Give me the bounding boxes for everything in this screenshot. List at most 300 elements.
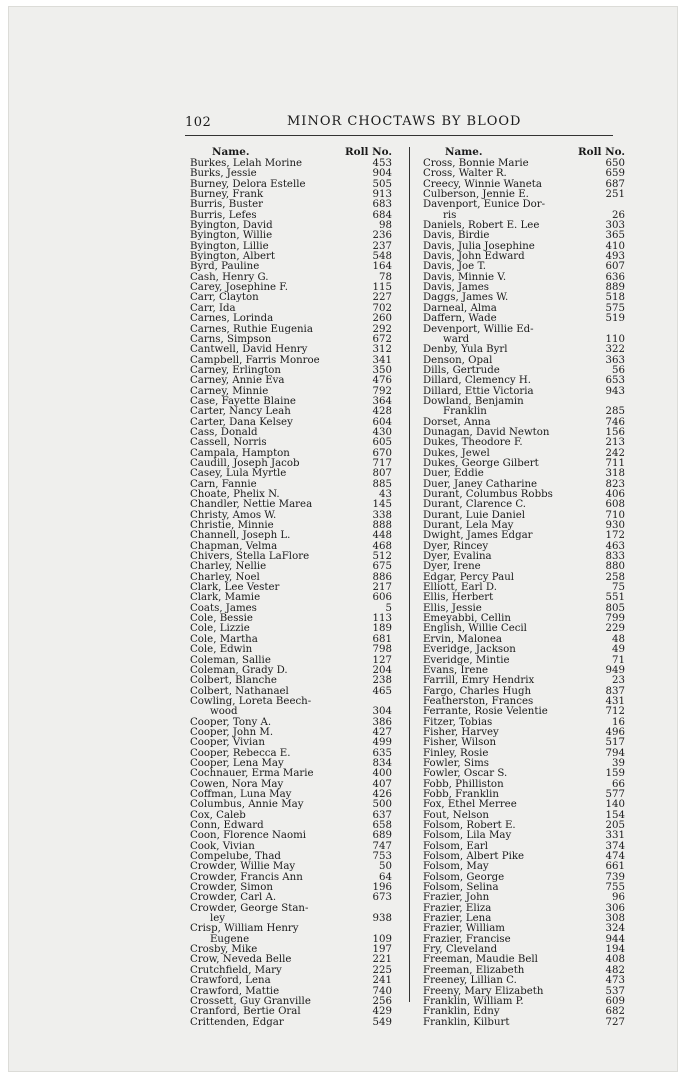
entry-roll-number: 889 xyxy=(605,282,625,294)
entry-roll-number: 727 xyxy=(605,1016,625,1028)
entry-roll-number: 659 xyxy=(605,168,625,180)
entry-roll-number: 428 xyxy=(372,406,392,418)
entry-name: Burkes, Lelah Morine xyxy=(190,158,303,169)
entry-name: Burris, Lefes xyxy=(190,209,257,221)
entry-name: Coats, James xyxy=(190,602,257,614)
entry-name: Franklin, Edny xyxy=(423,1006,500,1018)
entry-roll-number: 39 xyxy=(612,757,625,769)
entry-name: Byington, David xyxy=(190,220,273,232)
entry-roll-number: 799 xyxy=(605,613,625,625)
entry-roll-number: 374 xyxy=(605,840,625,852)
entry-name: Crutchfield, Mary xyxy=(190,964,282,976)
entry-roll-number: 672 xyxy=(372,333,392,345)
entry-name: Crowder, Francis Ann xyxy=(190,871,303,883)
entry-roll-number: 292 xyxy=(372,323,392,335)
entry-roll-number: 637 xyxy=(372,809,392,821)
list-item xyxy=(415,707,625,717)
entry-roll-number: 463 xyxy=(605,540,625,552)
entry-roll-number: 682 xyxy=(605,1006,625,1018)
entry-name: Cook, Vivian xyxy=(190,840,255,852)
entry-name: wood xyxy=(210,706,238,718)
entry-roll-number: 217 xyxy=(372,582,392,594)
entry-roll-number: 519 xyxy=(605,313,625,325)
entry-roll-number: 322 xyxy=(605,344,625,356)
entry-name: Fargo, Charles Hugh xyxy=(423,685,532,697)
entry-name: Charley, Noel xyxy=(190,571,260,583)
entry-name: Cooper, Tony A. xyxy=(190,716,272,728)
entry-name: Carr, Ida xyxy=(190,302,236,314)
entry-name: Davis, Birdie xyxy=(423,230,490,242)
entry-roll-number: 753 xyxy=(372,851,392,863)
entry-roll-number: 431 xyxy=(605,695,625,707)
entry-roll-number: 242 xyxy=(605,447,625,459)
entry-roll-number: 746 xyxy=(605,416,625,428)
entry-name: Cochnauer, Erma Marie xyxy=(190,768,314,780)
entry-name: Dills, Gertrude xyxy=(423,364,500,376)
entry-name: Cole, Martha xyxy=(190,633,258,645)
entry-name: Fobb, Philliston xyxy=(423,778,504,790)
entry-name: Compelube, Thad xyxy=(190,851,281,863)
list-item xyxy=(182,976,392,986)
name-header: Name. xyxy=(212,146,250,158)
entry-roll-number: 653 xyxy=(605,375,625,387)
entry-roll-number: 43 xyxy=(379,489,392,500)
entry-roll-number: 938 xyxy=(372,913,392,925)
entry-roll-number: 164 xyxy=(372,261,392,273)
entry-name: Campbell, Farris Monroe xyxy=(190,354,320,366)
entry-roll-number: 156 xyxy=(605,426,625,438)
page-number: 102 xyxy=(185,115,212,130)
entry-name: Coleman, Grady D. xyxy=(190,664,288,676)
entry-roll-number: 885 xyxy=(372,478,392,490)
entry-roll-number: 341 xyxy=(372,354,392,366)
entry-name: Byington, Albert xyxy=(190,251,275,263)
entry-roll-number: 880 xyxy=(605,561,625,573)
entry-roll-number: 548 xyxy=(372,251,392,263)
header-rule xyxy=(185,135,613,136)
entry-roll-number: 331 xyxy=(605,830,625,842)
entry-name: Crittenden, Edgar xyxy=(190,1016,284,1028)
entry-name: Davis, John Edward xyxy=(423,251,525,263)
entry-name: Everidge, Jackson xyxy=(423,644,516,656)
entry-roll-number: 606 xyxy=(372,592,392,604)
entry-name: Carney, Annie Eva xyxy=(190,375,285,387)
entry-name: Dukes, Jewel xyxy=(423,447,490,459)
entry-name: Ervin, Malonea xyxy=(423,633,502,645)
entry-name: Burks, Jessie xyxy=(190,168,257,180)
entry-name: Carter, Dana Kelsey xyxy=(190,416,293,428)
entry-name: Caudill, Joseph Jacob xyxy=(190,457,300,469)
entry-roll-number: 365 xyxy=(605,230,625,242)
entry-name: Creecy, Winnie Waneta xyxy=(423,178,542,190)
entry-roll-number: 194 xyxy=(605,944,625,956)
entry-name: Cooper, Rebecca E. xyxy=(190,747,291,759)
entry-name: Burney, Frank xyxy=(190,189,264,201)
entry-roll-number: 16 xyxy=(612,716,625,728)
entry-roll-number: 670 xyxy=(372,447,392,459)
entry-roll-number: 684 xyxy=(372,209,392,221)
roll-header: Roll No. xyxy=(345,146,392,158)
entry-roll-number: 221 xyxy=(372,954,392,966)
entry-roll-number: 949 xyxy=(605,664,625,676)
entry-roll-number: 154 xyxy=(605,809,625,821)
entry-name: Crow, Neveda Belle xyxy=(190,954,292,966)
entry-name: Cowen, Nora May xyxy=(190,778,284,790)
entry-name: Carey, Josephine F. xyxy=(190,282,289,294)
entry-name: Durant, Luie Daniel xyxy=(423,509,526,521)
entry-roll-number: 607 xyxy=(605,261,625,273)
entry-name: Denby, Yula Byrl xyxy=(423,344,508,356)
entry-roll-number: 426 xyxy=(372,788,392,800)
entry-name: Durant, Columbus Robbs xyxy=(423,489,553,500)
entry-name: Cox, Caleb xyxy=(190,809,246,821)
entry-roll-number: 96 xyxy=(612,892,625,904)
entry-roll-number: 505 xyxy=(372,178,392,190)
entry-name: Dillard, Clemency H. xyxy=(423,375,532,387)
entry-name: Coon, Florence Naomi xyxy=(190,830,307,842)
entry-roll-number: 551 xyxy=(605,592,625,604)
entry-name: Cole, Lizzie xyxy=(190,623,250,635)
entry-roll-number: 886 xyxy=(372,571,392,583)
entry-roll-number: 26 xyxy=(612,209,625,221)
entry-roll-number: 577 xyxy=(605,788,625,800)
entry-roll-number: 930 xyxy=(605,520,625,532)
entry-roll-number: 537 xyxy=(605,985,625,997)
entry-name: Cass, Donald xyxy=(190,426,258,438)
entry-roll-number: 213 xyxy=(605,437,625,449)
entry-name: Carn, Fannie xyxy=(190,478,257,490)
entry-name: Everidge, Mintie xyxy=(423,654,510,666)
entry-roll-number: 308 xyxy=(605,913,625,925)
entry-roll-number: 650 xyxy=(605,158,625,169)
entry-name: Fisher, Harvey xyxy=(423,726,499,738)
left-entries xyxy=(182,159,392,1028)
entry-name: Devenport, Willie Ed- xyxy=(423,323,534,335)
entry-name: Folsom, Lila May xyxy=(423,830,512,842)
entry-name: Fout, Nelson xyxy=(423,809,489,821)
entry-name: Cole, Edwin xyxy=(190,644,253,656)
entry-roll-number: 172 xyxy=(605,530,625,542)
entry-name: Fowler, Sims xyxy=(423,757,490,769)
list-item xyxy=(182,676,392,686)
entry-roll-number: 50 xyxy=(379,861,392,873)
entry-name: Featherston, Frances xyxy=(423,695,534,707)
entry-name: Denson, Opal xyxy=(423,354,493,366)
entry-name: Columbus, Annie May xyxy=(190,799,304,811)
entry-name: Folsom, George xyxy=(423,871,505,883)
entry-name: Cole, Bessie xyxy=(190,613,253,625)
entry-roll-number: 712 xyxy=(605,706,625,718)
entry-roll-number: 229 xyxy=(605,623,625,635)
entry-name: Davis, Minnie V. xyxy=(423,271,507,283)
entry-roll-number: 75 xyxy=(612,582,625,594)
entry-name: Carter, Nancy Leah xyxy=(190,406,291,418)
entry-name: Choate, Phelix N. xyxy=(190,489,280,500)
entry-roll-number: 575 xyxy=(605,302,625,314)
entry-name: Chivers, Stella LaFlore xyxy=(190,551,310,563)
entry-roll-number: 227 xyxy=(372,292,392,304)
entry-name: Chapman, Velma xyxy=(190,540,278,552)
entry-roll-number: 710 xyxy=(605,509,625,521)
entry-roll-number: 943 xyxy=(605,385,625,397)
entry-name: Dowland, Benjamin xyxy=(423,395,524,407)
entry-roll-number: 476 xyxy=(372,375,392,387)
entry-name: Darneal, Alma xyxy=(423,302,497,314)
entry-name: Coffman, Luna May xyxy=(190,788,292,800)
entry-name: Fitzer, Tobias xyxy=(423,716,493,728)
entry-roll-number: 823 xyxy=(605,478,625,490)
entry-roll-number: 318 xyxy=(605,468,625,480)
name-header: Name. xyxy=(445,146,483,158)
entry-name: Folsom, May xyxy=(423,861,489,873)
entry-name: ris xyxy=(443,209,457,221)
entry-name: Byington, Lillie xyxy=(190,240,269,252)
entry-roll-number: 350 xyxy=(372,364,392,376)
list-item xyxy=(415,345,625,355)
list-item xyxy=(182,345,392,355)
entry-roll-number: 689 xyxy=(372,830,392,842)
entry-name: Culberson, Jennie E. xyxy=(423,189,529,201)
entry-name: Franklin xyxy=(443,406,487,418)
entry-roll-number: 256 xyxy=(372,995,392,1007)
entry-name: Edgar, Percy Paul xyxy=(423,571,515,583)
entry-name: Davenport, Eunice Dor- xyxy=(423,199,546,211)
entry-name: Dyer, Evalina xyxy=(423,551,492,563)
entry-name: Dukes, Theodore F. xyxy=(423,437,523,449)
entry-roll-number: 364 xyxy=(372,395,392,407)
entry-roll-number: 792 xyxy=(372,385,392,397)
list-item xyxy=(182,707,392,717)
entry-name: Fox, Ethel Merree xyxy=(423,799,517,811)
list-item xyxy=(415,1007,625,1017)
entry-name: Evans, Irene xyxy=(423,664,489,676)
entry-roll-number: 303 xyxy=(605,220,625,232)
entry-name: Colbert, Blanche xyxy=(190,675,277,687)
entry-roll-number: 196 xyxy=(372,882,392,894)
entry-roll-number: 740 xyxy=(372,985,392,997)
roll-header: Roll No. xyxy=(578,146,625,158)
list-item xyxy=(415,645,625,655)
entry-roll-number: 197 xyxy=(372,944,392,956)
entry-roll-number: 23 xyxy=(612,675,625,687)
entry-roll-number: 113 xyxy=(372,613,392,625)
entry-roll-number: 493 xyxy=(605,251,625,263)
entry-name: Folsom, Robert E. xyxy=(423,820,516,831)
entry-roll-number: 64 xyxy=(379,871,392,883)
entry-name: Cassell, Norris xyxy=(190,437,267,449)
list-item xyxy=(182,645,392,655)
entry-roll-number: 204 xyxy=(372,664,392,676)
entry-name: Crosby, Mike xyxy=(190,944,258,956)
entry-name: Carr, Clayton xyxy=(190,292,259,304)
entry-name: Finley, Rosie xyxy=(423,747,489,759)
entry-name: Fobb, Franklin xyxy=(423,788,499,800)
entry-roll-number: 499 xyxy=(372,737,392,749)
entry-roll-number: 430 xyxy=(372,426,392,438)
entry-name: Folsom, Earl xyxy=(423,840,489,852)
entry-roll-number: 5 xyxy=(385,602,392,614)
entry-name: Folsom, Selina xyxy=(423,882,499,894)
entry-roll-number: 608 xyxy=(605,499,625,511)
page-title: MINOR CHOCTAWS BY BLOOD xyxy=(287,114,522,129)
entry-name: Conn, Edward xyxy=(190,820,264,831)
entry-roll-number: 468 xyxy=(372,540,392,552)
entry-name: Ellis, Jessie xyxy=(423,602,482,614)
entry-roll-number: 241 xyxy=(372,975,392,987)
entry-roll-number: 517 xyxy=(605,737,625,749)
entry-roll-number: 453 xyxy=(372,158,392,169)
entry-name: Fry, Cleveland xyxy=(423,944,498,956)
entry-roll-number: 805 xyxy=(605,602,625,614)
entry-roll-number: 48 xyxy=(612,633,625,645)
entry-roll-number: 687 xyxy=(605,178,625,190)
list-item xyxy=(182,314,392,324)
entry-name: Campala, Hampton xyxy=(190,447,290,459)
entry-roll-number: 675 xyxy=(372,561,392,573)
entry-roll-number: 324 xyxy=(605,923,625,935)
entry-roll-number: 407 xyxy=(372,778,392,790)
entry-name: Carnes, Ruthie Eugenia xyxy=(190,323,313,335)
entry-name: Colbert, Nathanael xyxy=(190,685,289,697)
entry-name: Davis, James xyxy=(423,282,490,294)
entry-roll-number: 115 xyxy=(372,282,392,294)
list-item xyxy=(415,1018,625,1028)
entry-name: Crowder, Simon xyxy=(190,882,273,894)
entry-roll-number: 465 xyxy=(372,685,392,697)
entry-name: Emeyabbi, Cellin xyxy=(423,613,511,625)
entry-roll-number: 717 xyxy=(372,457,392,469)
entry-name: Davis, Joe T. xyxy=(423,261,486,273)
entry-name: Christy, Amos W. xyxy=(190,509,277,521)
entry-name: Cash, Henry G. xyxy=(190,271,269,283)
entry-name: Frazier, Eliza xyxy=(423,902,492,914)
entry-name: Franklin, William P. xyxy=(423,995,524,1007)
entry-name: Dukes, George Gilbert xyxy=(423,457,539,469)
entry-name: Burris, Buster xyxy=(190,199,264,211)
entry-roll-number: 747 xyxy=(372,840,392,852)
entry-roll-number: 739 xyxy=(605,871,625,883)
entry-roll-number: 71 xyxy=(612,654,625,666)
entry-roll-number: 448 xyxy=(372,530,392,542)
entry-roll-number: 913 xyxy=(372,189,392,201)
entry-name: ward xyxy=(443,333,470,345)
entry-name: Crowder, George Stan- xyxy=(190,902,309,914)
entry-roll-number: 609 xyxy=(605,995,625,1007)
entry-name: Carnes, Lorinda xyxy=(190,313,274,325)
entry-name: Daniels, Robert E. Lee xyxy=(423,220,540,232)
document-page xyxy=(8,6,678,1072)
entry-name: Crossett, Guy Granville xyxy=(190,995,311,1007)
entry-roll-number: 807 xyxy=(372,468,392,480)
entry-name: Chandler, Nettie Marea xyxy=(190,499,313,511)
entry-roll-number: 473 xyxy=(605,975,625,987)
entry-roll-number: 683 xyxy=(372,199,392,211)
entry-name: Dyer, Irene xyxy=(423,561,481,573)
entry-name: Casey, Lula Myrtle xyxy=(190,468,287,480)
entry-name: Eugene xyxy=(210,933,250,945)
entry-roll-number: 604 xyxy=(372,416,392,428)
entry-name: Farrill, Emry Hendrix xyxy=(423,675,535,687)
entry-name: Crowder, Carl A. xyxy=(190,892,277,904)
entry-roll-number: 410 xyxy=(605,240,625,252)
entry-roll-number: 681 xyxy=(372,633,392,645)
entry-roll-number: 888 xyxy=(372,520,392,532)
entry-roll-number: 427 xyxy=(372,726,392,738)
entry-name: Carney, Minnie xyxy=(190,385,269,397)
entry-roll-number: 635 xyxy=(372,747,392,759)
entry-name: ley xyxy=(210,913,226,925)
entry-name: Clark, Mamie xyxy=(190,592,261,604)
list-item xyxy=(415,376,625,386)
entry-name: Cantwell, David Henry xyxy=(190,344,308,356)
entry-roll-number: 944 xyxy=(605,933,625,945)
entry-roll-number: 512 xyxy=(372,551,392,563)
entry-name: Freeman, Maudie Bell xyxy=(423,954,538,966)
entry-name: Ellis, Herbert xyxy=(423,592,494,604)
left-column xyxy=(182,147,392,1028)
entry-name: Case, Fayette Blaine xyxy=(190,395,296,407)
entry-roll-number: 636 xyxy=(605,271,625,283)
entry-name: Daggs, James W. xyxy=(423,292,509,304)
entry-roll-number: 338 xyxy=(372,509,392,521)
entry-name: Freeman, Elizabeth xyxy=(423,964,525,976)
entry-name: Cranford, Bertie Oral xyxy=(190,1006,301,1018)
entry-name: Charley, Nellie xyxy=(190,561,267,573)
entry-roll-number: 285 xyxy=(605,406,625,418)
list-item xyxy=(182,1018,392,1028)
entry-name: Crawford, Mattie xyxy=(190,985,280,997)
entry-roll-number: 711 xyxy=(605,457,625,469)
entry-roll-number: 237 xyxy=(372,240,392,252)
entry-roll-number: 549 xyxy=(372,1016,392,1028)
entry-name: Carney, Erlington xyxy=(190,364,281,376)
entry-roll-number: 66 xyxy=(612,778,625,790)
entry-roll-number: 205 xyxy=(605,820,625,831)
right-entries xyxy=(415,159,625,1028)
entry-roll-number: 251 xyxy=(605,189,625,201)
entry-name: Fowler, Oscar S. xyxy=(423,768,508,780)
list-item xyxy=(415,676,625,686)
entry-name: Durant, Lela May xyxy=(423,520,514,532)
entry-roll-number: 661 xyxy=(605,861,625,873)
entry-name: Cross, Bonnie Marie xyxy=(423,158,529,169)
entry-roll-number: 605 xyxy=(372,437,392,449)
entry-roll-number: 833 xyxy=(605,551,625,563)
entry-roll-number: 834 xyxy=(372,757,392,769)
entry-roll-number: 145 xyxy=(372,499,392,511)
entry-roll-number: 236 xyxy=(372,230,392,242)
entry-roll-number: 304 xyxy=(372,706,392,718)
entry-name: English, Willie Cecil xyxy=(423,623,527,635)
entry-name: Dwight, James Edgar xyxy=(423,530,533,542)
column-divider xyxy=(409,147,410,1002)
entry-roll-number: 49 xyxy=(612,644,625,656)
entry-name: Daffern, Wade xyxy=(423,313,497,325)
entry-name: Franklin, Kilburt xyxy=(423,1016,510,1028)
entry-name: Burney, Delora Estelle xyxy=(190,178,306,190)
entry-name: Davis, Julia Josephine xyxy=(423,240,535,252)
entry-roll-number: 904 xyxy=(372,168,392,180)
entry-roll-number: 500 xyxy=(372,799,392,811)
entry-roll-number: 260 xyxy=(372,313,392,325)
entry-roll-number: 798 xyxy=(372,644,392,656)
entry-name: Byrd, Pauline xyxy=(190,261,260,273)
entry-roll-number: 225 xyxy=(372,964,392,976)
entry-name: Carns, Simpson xyxy=(190,333,272,345)
entry-roll-number: 400 xyxy=(372,768,392,780)
entry-name: Frazier, Lena xyxy=(423,913,492,925)
entry-name: Fisher, Wilson xyxy=(423,737,497,749)
